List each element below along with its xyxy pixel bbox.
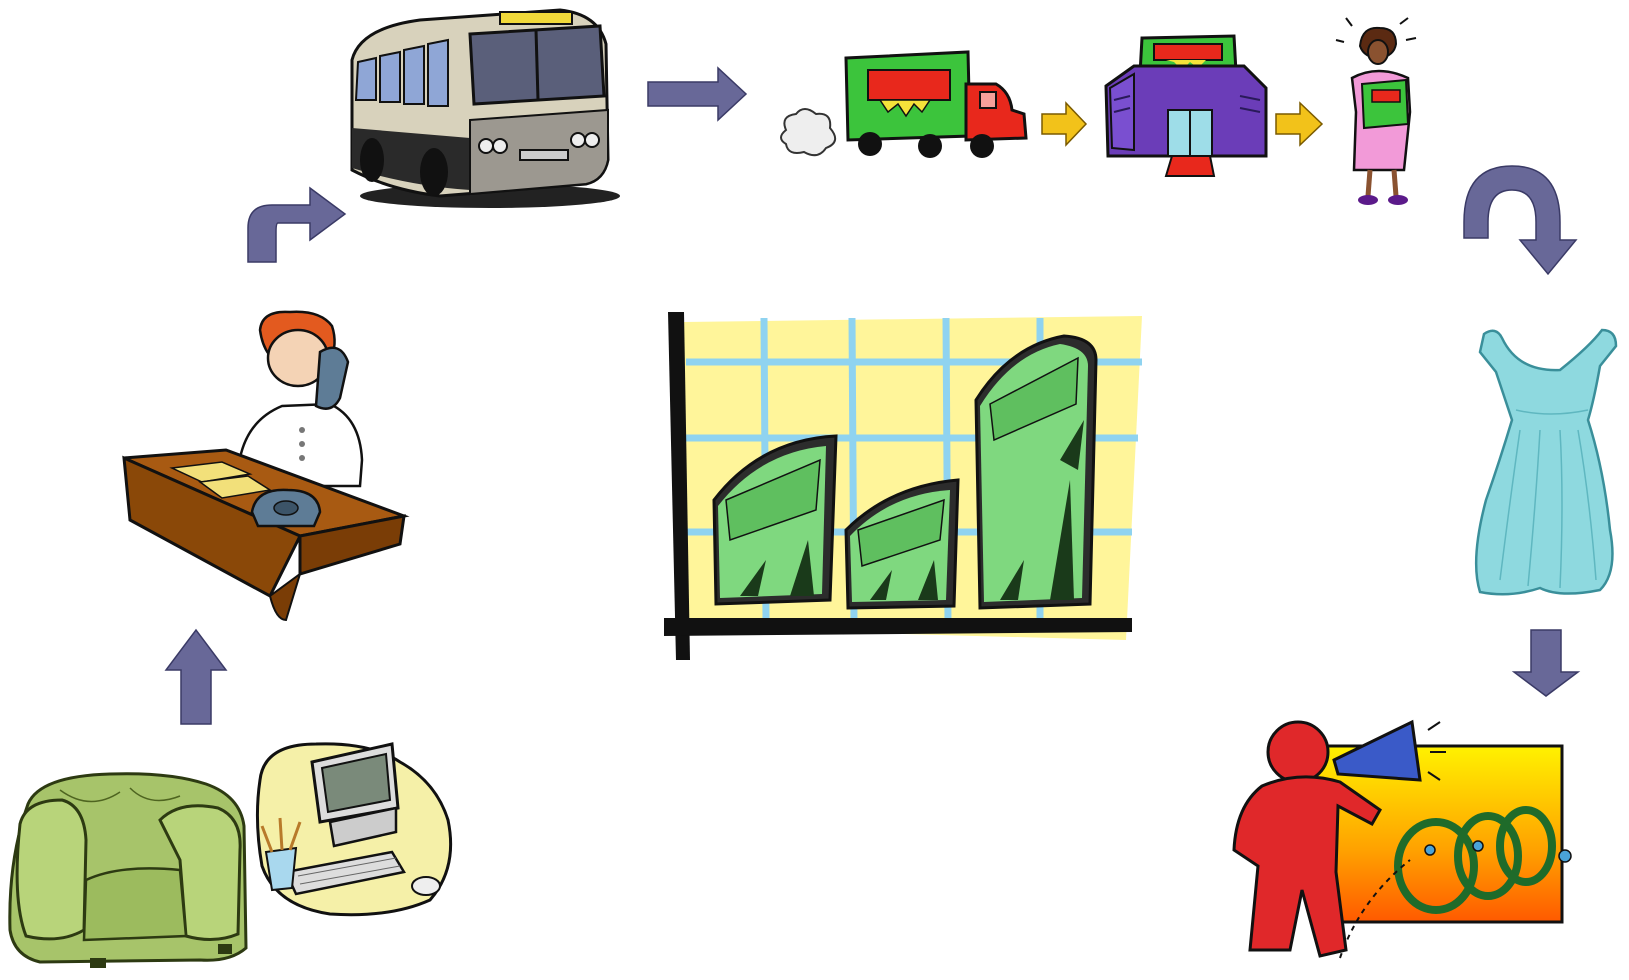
bent-arrow-icon [248, 188, 345, 262]
computer-desk-icon [257, 744, 450, 915]
store-icon [1106, 36, 1266, 176]
arrow-down-icon [1514, 630, 1578, 696]
arrow-up-icon [166, 630, 226, 724]
dress-icon [1476, 330, 1616, 594]
u-turn-arrow-icon [1464, 166, 1576, 274]
arrow-right-icon [648, 68, 746, 120]
money-bar-chart-icon [664, 312, 1142, 660]
shopper-icon [1336, 18, 1416, 205]
small-arrow-right-icon [1042, 103, 1086, 145]
delivery-truck-icon [781, 52, 1026, 158]
office-worker-phone-icon [124, 312, 404, 620]
bus-icon [352, 10, 620, 208]
megaphone-marketing-icon [1234, 722, 1571, 958]
small-arrow-right-icon [1276, 103, 1322, 145]
armchair-icon [10, 774, 246, 968]
